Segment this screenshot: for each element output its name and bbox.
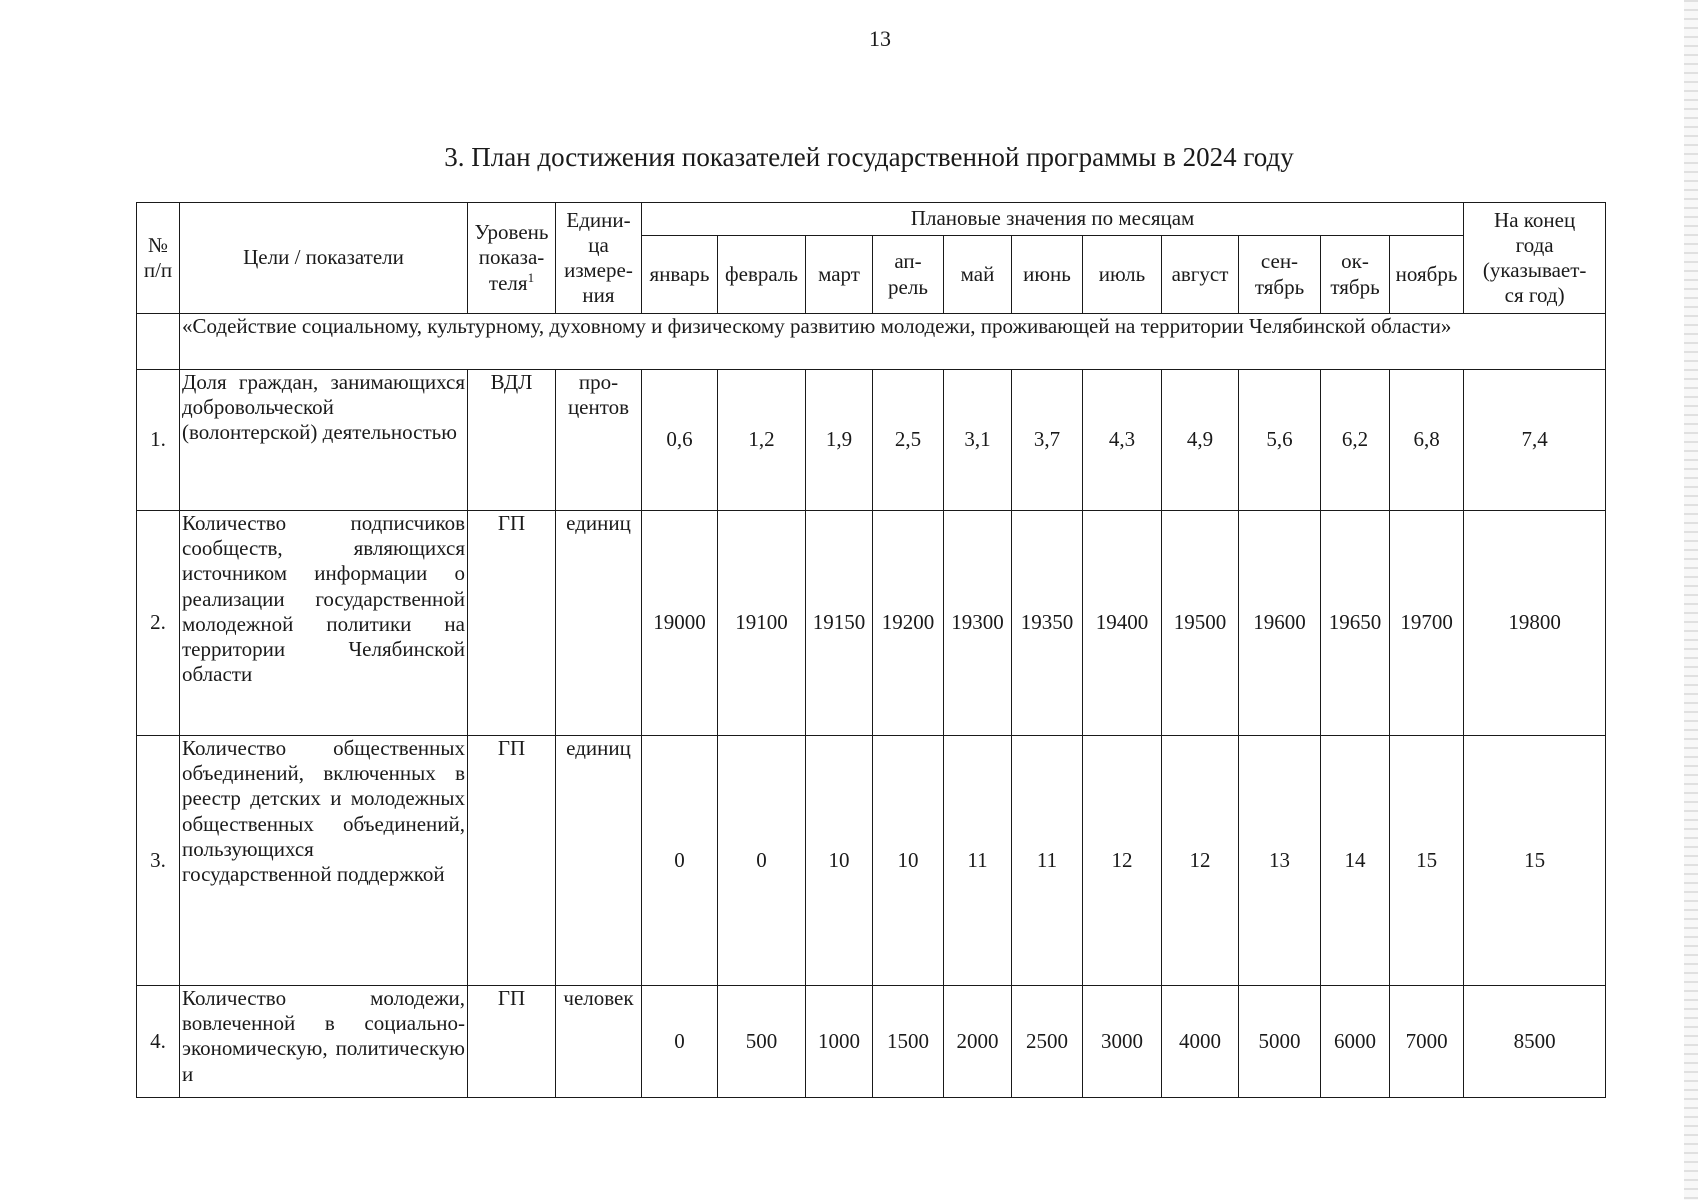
month-value: 4,9	[1162, 370, 1239, 511]
month-value: 19350	[1012, 511, 1083, 736]
month-value: 0	[642, 736, 718, 986]
indicator-level: ГП	[468, 511, 556, 736]
month-value: 19400	[1083, 511, 1162, 736]
indicator-unit: человек	[556, 986, 642, 1098]
goal-row	[137, 314, 1606, 370]
header-level: Уровень показа- теля$^1$	[468, 203, 556, 314]
month-header: июнь	[1012, 236, 1083, 314]
month-value: 19300	[944, 511, 1012, 736]
document-title: 3. План достижения показателей государственной программы в 2024 году	[444, 142, 1294, 172]
indicator-name: Доля граждан, занимающихся добровольческой (волонтерской) деятельностью	[180, 370, 468, 511]
month-header: ап- рель	[873, 236, 944, 314]
indicator-name: Количество подписчиков сообществ, являющихся источником информации о реализации государственной молодежной политики на территории Челябинской области	[180, 511, 468, 736]
month-value: 1000	[806, 986, 873, 1098]
month-value: 6000	[1321, 986, 1390, 1098]
month-value: 12	[1162, 736, 1239, 986]
month-value: 19600	[1239, 511, 1321, 736]
indicator-unit: единиц	[556, 511, 642, 736]
month-value: 19150	[806, 511, 873, 736]
month-header: январь	[642, 236, 718, 314]
year-end-value: 8500	[1464, 986, 1606, 1098]
goal-text: «Содействие социальному, культурному, духовному и физическому развитию молодежи, проживающей на территории Челябинской области»	[180, 314, 1606, 370]
month-value: 5000	[1239, 986, 1321, 1098]
year-end-value: 19800	[1464, 511, 1606, 736]
indicator-unit: про- центов	[556, 370, 642, 511]
table-row	[137, 370, 1606, 511]
month-value: 19700	[1390, 511, 1464, 736]
month-value: 19500	[1162, 511, 1239, 736]
month-header: сен- тябрь	[1239, 236, 1321, 314]
indicator-level: ГП	[468, 736, 556, 986]
header-num: № п/п	[137, 203, 180, 314]
year-end-value: 7,4	[1464, 370, 1606, 511]
month-value: 3000	[1083, 986, 1162, 1098]
month-value: 2000	[944, 986, 1012, 1098]
row-number: 4.	[137, 986, 180, 1098]
month-value: 14	[1321, 736, 1390, 986]
month-value: 0	[718, 736, 806, 986]
header-monthly: Плановые значения по месяцам	[642, 203, 1464, 236]
month-value: 12	[1083, 736, 1162, 986]
row-number: 1.	[137, 370, 180, 511]
indicator-level: ГП	[468, 986, 556, 1098]
table-row	[137, 986, 1606, 1098]
header-unit: Едини- ца измере- ния	[556, 203, 642, 314]
header-year-end: На конец года (указывает- ся год)	[1464, 203, 1606, 314]
month-header: февраль	[718, 236, 806, 314]
month-value: 4,3	[1083, 370, 1162, 511]
month-header: август	[1162, 236, 1239, 314]
row-number: 3.	[137, 736, 180, 986]
month-value: 2,5	[873, 370, 944, 511]
indicator-name: Количество молодежи, вовлеченной в социально-экономическую, политическую и	[180, 986, 468, 1098]
month-value: 3,7	[1012, 370, 1083, 511]
month-value: 5,6	[1239, 370, 1321, 511]
month-value: 1,9	[806, 370, 873, 511]
indicator-level: ВДЛ	[468, 370, 556, 511]
month-value: 19200	[873, 511, 944, 736]
month-value: 15	[1390, 736, 1464, 986]
table-row	[137, 736, 1606, 986]
month-value: 19000	[642, 511, 718, 736]
month-value: 19650	[1321, 511, 1390, 736]
scan-edge-decoration	[1684, 0, 1698, 1200]
month-value: 10	[806, 736, 873, 986]
month-value: 6,2	[1321, 370, 1390, 511]
page-number: 13	[869, 26, 891, 51]
indicators-table	[136, 202, 1606, 1098]
month-value: 0	[642, 986, 718, 1098]
month-value: 500	[718, 986, 806, 1098]
month-value: 1500	[873, 986, 944, 1098]
month-value: 0,6	[642, 370, 718, 511]
month-header: май	[944, 236, 1012, 314]
month-value: 13	[1239, 736, 1321, 986]
header-goals: Цели / показатели	[180, 203, 468, 314]
month-value: 2500	[1012, 986, 1083, 1098]
month-header: ноябрь	[1390, 236, 1464, 314]
goal-num-cell	[137, 314, 180, 370]
month-header: ок- тябрь	[1321, 236, 1390, 314]
month-header: март	[806, 236, 873, 314]
month-value: 1,2	[718, 370, 806, 511]
month-value: 10	[873, 736, 944, 986]
table-row	[137, 511, 1606, 736]
indicator-unit: единиц	[556, 736, 642, 986]
month-value: 11	[1012, 736, 1083, 986]
month-value: 19100	[718, 511, 806, 736]
header-row-1	[137, 203, 1606, 236]
month-header: июль	[1083, 236, 1162, 314]
month-value: 4000	[1162, 986, 1239, 1098]
year-end-value: 15	[1464, 736, 1606, 986]
month-value: 11	[944, 736, 1012, 986]
row-number: 2.	[137, 511, 180, 736]
month-value: 7000	[1390, 986, 1464, 1098]
month-value: 6,8	[1390, 370, 1464, 511]
indicator-name: Количество общественных объединений, включенных в реестр детских и молодежных общественных объединений, пользующихся государственной поддержкой	[180, 736, 468, 986]
month-value: 3,1	[944, 370, 1012, 511]
